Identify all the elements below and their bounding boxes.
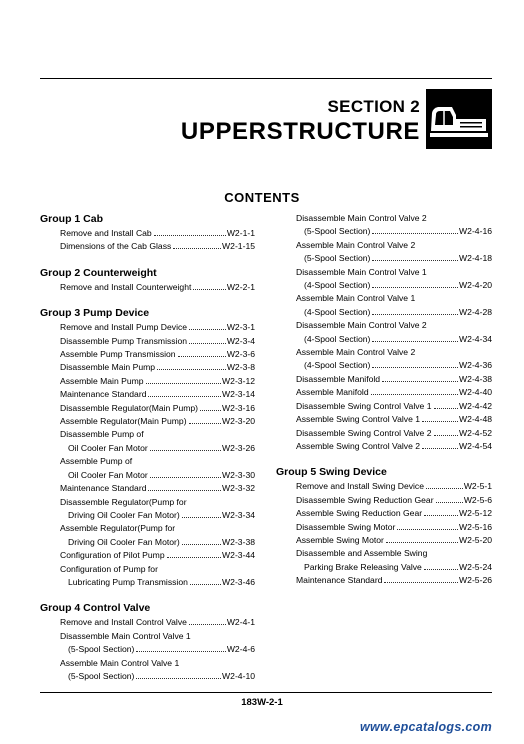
dot-leader [434, 435, 459, 436]
toc-entry-page: W2-4-16 [459, 226, 492, 237]
dot-leader [382, 381, 458, 382]
dot-leader [384, 582, 458, 583]
dot-leader [436, 502, 463, 503]
toc-entry-first-line: Assemble Main Control Valve 2 [296, 347, 416, 358]
toc-entry-title: Maintenance Standard [296, 575, 383, 586]
dot-leader [136, 678, 221, 679]
toc-entry-title: (4-Spool Section) [304, 280, 371, 291]
toc-entry-page: W2-4-48 [459, 414, 492, 425]
toc-entry-title: (4-Spool Section) [304, 360, 371, 371]
toc-entry[interactable] [40, 482, 255, 495]
toc-entry-title: (4-Spool Section) [304, 306, 371, 317]
page-number: 183W-2-1 [241, 697, 283, 708]
toc-entry-first-line: Assemble Main Control Valve 2 [296, 239, 416, 250]
toc-entry-title: Disassemble Swing Motor [296, 521, 396, 532]
toc-entry[interactable] [40, 348, 255, 361]
toc-entry[interactable] [40, 442, 255, 455]
toc-entry[interactable] [276, 440, 492, 453]
toc-entry-title: Remove and Install Swing Device [296, 481, 425, 492]
toc-entry-title: Disassemble Swing Control Valve 2 [296, 427, 432, 438]
dot-leader [372, 341, 458, 342]
group-title: Group 5 Swing Device [276, 466, 387, 479]
toc-entry-page: W2-4-10 [222, 670, 255, 681]
toc-entry[interactable] [40, 321, 255, 334]
toc-entry[interactable] [40, 509, 255, 522]
group-title: Group 4 Control Valve [40, 602, 151, 615]
toc-entry-title: Parking Brake Releasing Valve [304, 561, 422, 572]
group-spacer [40, 294, 255, 306]
dot-leader [426, 488, 463, 489]
dot-leader [148, 396, 221, 397]
toc-entry[interactable] [40, 240, 255, 253]
toc-entry[interactable] [276, 400, 492, 413]
toc-entry-title: Disassemble Swing Control Valve 1 [296, 400, 432, 411]
toc-entry[interactable] [40, 227, 255, 240]
toc-entry[interactable] [40, 361, 255, 374]
toc-entry-page: W2-4-42 [459, 400, 492, 411]
dot-leader [173, 248, 221, 249]
toc-entry-title: Assemble Swing Control Valve 1 [296, 414, 421, 425]
dot-leader [422, 448, 458, 449]
dot-leader [193, 289, 225, 290]
toc-entry-page: W2-4-40 [459, 387, 492, 398]
toc-entry[interactable] [276, 386, 492, 399]
section-number: SECTION 2 [327, 97, 420, 116]
toc-entry-first-line: Configuration of Pump for [60, 563, 158, 574]
toc-entry-first-line: Disassemble Main Control Valve 1 [60, 630, 191, 641]
toc-entry-page: W2-4-38 [459, 373, 492, 384]
toc-entry-title: Oil Cooler Fan Motor [68, 469, 148, 480]
toc-entry[interactable] [276, 252, 492, 265]
dot-leader [424, 515, 458, 516]
dot-leader [150, 450, 221, 451]
toc-column-right [276, 212, 492, 588]
toc-entry-page: W2-3-16 [222, 402, 255, 413]
toc-entry[interactable] [276, 480, 492, 493]
toc-entry[interactable] [40, 402, 255, 415]
toc-entry-title: Assemble Pump Transmission [60, 349, 176, 360]
toc-entry-title: Disassemble Manifold [296, 373, 381, 384]
dot-leader [189, 343, 226, 344]
toc-entry-page: W2-3-1 [226, 322, 255, 333]
group-title: Group 3 Pump Device [40, 307, 150, 320]
dot-leader [397, 529, 458, 530]
group-spacer [40, 589, 255, 601]
toc-entry[interactable] [276, 521, 492, 534]
toc-entry-first-line: Disassemble Main Control Valve 2 [296, 320, 427, 331]
toc-entry-page: W2-5-6 [463, 494, 492, 505]
toc-entry-page: W2-3-14 [222, 389, 255, 400]
dot-leader [167, 557, 221, 558]
toc-entry-page: W2-3-8 [226, 362, 255, 373]
toc-entry-page: W2-4-52 [459, 427, 492, 438]
dot-leader [372, 367, 458, 368]
toc-entry-page: W2-1-1 [226, 228, 255, 238]
toc-entry-title: (4-Spool Section) [304, 333, 371, 344]
toc-entry-title: Assemble Manifold [296, 387, 369, 398]
toc-entry-first-line: Disassemble and Assemble Swing [296, 548, 428, 559]
toc-entry-title: Disassemble Main Pump [60, 362, 156, 373]
toc-entry[interactable] [40, 415, 255, 428]
toc-entry[interactable] [40, 281, 255, 294]
dot-leader [424, 569, 458, 570]
toc-entry-page: W2-3-32 [222, 483, 255, 494]
toc-entry-title: Maintenance Standard [60, 483, 147, 494]
toc-entry-first-line: Disassemble Main Control Valve 1 [296, 266, 427, 277]
dot-leader [386, 542, 458, 543]
toc-entry[interactable] [40, 616, 255, 629]
dot-leader [371, 394, 458, 395]
dot-leader [190, 584, 221, 585]
toc-entry-page: W2-3-20 [222, 416, 255, 427]
toc-entry[interactable] [276, 574, 492, 587]
toc-entry[interactable] [276, 561, 492, 574]
toc-entry[interactable] [40, 549, 255, 562]
toc-entry[interactable] [276, 494, 492, 507]
toc-entry-title: Assemble Regulator(Main Pump) [60, 416, 187, 427]
group-spacer [276, 453, 492, 465]
toc-entry-page: W2-3-38 [222, 536, 255, 547]
dot-leader [182, 544, 221, 545]
toc-entry[interactable] [40, 536, 255, 549]
toc-entry-title: Configuration of Pilot Pump [60, 550, 165, 561]
toc-entry-title: Dimensions of the Cab Glass [60, 241, 172, 252]
toc-entry-first-line: Assemble Regulator(Pump for [60, 523, 176, 534]
group-title: Group 2 Counterweight [40, 266, 157, 279]
dot-leader [189, 329, 226, 330]
toc-entry-title: Assemble Main Pump [60, 375, 144, 386]
toc-entry-title: Assemble Swing Control Valve 2 [296, 440, 421, 451]
toc-entry-title: (5-Spool Section) [304, 253, 371, 264]
toc-entry-first-line: Disassemble Pump of [60, 429, 144, 440]
toc-entry-page: W2-3-30 [222, 469, 255, 480]
toc-entry-title: Driving Oil Cooler Fan Motor) [68, 509, 180, 520]
toc-entry-page: W2-4-20 [459, 280, 492, 291]
dot-leader [372, 260, 458, 261]
toc-entry[interactable] [40, 375, 255, 388]
dot-leader [154, 235, 226, 236]
toc-entry-title: (5-Spool Section) [304, 226, 371, 237]
toc-entry-title: Maintenance Standard [60, 389, 147, 400]
dot-leader [434, 408, 459, 409]
contents-heading: CONTENTS [224, 190, 300, 205]
toc-entry[interactable] [276, 534, 492, 547]
watermark-link[interactable]: www.epcatalogs.com [359, 720, 492, 734]
dot-leader [422, 421, 458, 422]
toc-entry-title: Remove and Install Counterweight [60, 281, 192, 292]
toc-entry[interactable] [276, 507, 492, 520]
dot-leader [372, 314, 458, 315]
toc-entry-page: W2-3-46 [222, 576, 255, 587]
toc-entry-first-line: Assemble Main Control Valve 1 [296, 293, 416, 304]
group-title: Group 1 Cab [40, 213, 104, 225]
dot-leader [372, 233, 458, 234]
toc-entry[interactable] [40, 335, 255, 348]
toc-entry[interactable] [276, 279, 492, 292]
toc-entry-page: W2-3-6 [226, 349, 255, 360]
toc-entry[interactable] [40, 576, 255, 589]
top-rule [40, 78, 492, 79]
dot-leader [372, 287, 458, 288]
toc-entry-page: W2-5-26 [459, 575, 492, 586]
toc-entry-page: W2-4-6 [226, 644, 255, 655]
dot-leader [189, 624, 226, 625]
toc-entry-title: Disassemble Swing Reduction Gear [296, 494, 434, 505]
toc-entry-page: W2-3-12 [222, 375, 255, 386]
toc-entry-title: Remove and Install Cab [60, 228, 152, 238]
toc-entry-title: Remove and Install Control Valve [60, 617, 187, 628]
toc-entry-first-line: Assemble Pump of [60, 456, 133, 467]
toc-entry-page: W2-3-34 [222, 509, 255, 520]
toc-entry-first-line: Assemble Main Control Valve 1 [60, 657, 180, 668]
toc-entry[interactable] [276, 373, 492, 386]
toc-entry-title: Disassemble Pump Transmission [60, 335, 188, 346]
dot-leader [157, 369, 226, 370]
toc-entry-page: W2-3-26 [222, 442, 255, 453]
dot-leader [182, 517, 221, 518]
toc-entry[interactable] [40, 469, 255, 482]
excavator-cab-icon [426, 89, 492, 149]
dot-leader [150, 477, 221, 478]
toc-entry-first-line: Disassemble Regulator(Pump for [60, 496, 187, 507]
toc-entry[interactable] [40, 643, 255, 656]
toc-entry-page: W2-4-36 [459, 360, 492, 371]
toc-entry-page: W2-2-1 [226, 281, 255, 292]
toc-entry-title: Assemble Swing Motor [296, 534, 384, 545]
toc-entry-page: W2-5-16 [459, 521, 492, 532]
toc-entry[interactable] [276, 413, 492, 426]
toc-entry[interactable] [40, 388, 255, 401]
toc-entry-page: W2-5-12 [459, 508, 492, 519]
toc-entry-page: W2-4-18 [459, 253, 492, 264]
toc-entry[interactable] [276, 306, 492, 319]
toc-entry-page: W2-5-20 [459, 534, 492, 545]
dot-leader [200, 410, 221, 411]
toc-entry-title: (5-Spool Section) [68, 670, 135, 681]
toc-entry-page: W2-4-34 [459, 333, 492, 344]
toc-entry-title: (5-Spool Section) [68, 644, 135, 655]
toc-entry[interactable] [276, 359, 492, 372]
toc-entry-page: W2-4-54 [459, 440, 492, 451]
toc-entry-page: W2-5-1 [463, 481, 492, 492]
toc-entry[interactable] [276, 225, 492, 238]
toc-entry-page: W2-3-4 [226, 335, 255, 346]
toc-entry-first-line: Disassemble Main Control Valve 2 [296, 213, 427, 223]
toc-column-left [40, 212, 255, 683]
toc-entry-title: Assemble Swing Reduction Gear [296, 508, 423, 519]
dot-leader [148, 490, 221, 491]
dot-leader [146, 383, 221, 384]
toc-entry-page: W2-3-44 [222, 550, 255, 561]
toc-entry[interactable] [276, 333, 492, 346]
toc-entry-page: W2-1-15 [222, 241, 255, 252]
group-spacer [40, 254, 255, 266]
toc-entry-title: Oil Cooler Fan Motor [68, 442, 148, 453]
dot-leader [178, 356, 226, 357]
toc-entry[interactable] [276, 427, 492, 440]
toc-entry-page: W2-4-1 [226, 617, 255, 628]
dot-leader [189, 423, 221, 424]
toc-entry-title: Remove and Install Pump Device [60, 322, 188, 333]
toc-entry-page: W2-4-28 [459, 306, 492, 317]
section-title: UPPERSTRUCTURE [180, 118, 420, 145]
dot-leader [136, 651, 225, 652]
toc-entry[interactable] [40, 670, 255, 683]
toc-entry-page: W2-5-24 [459, 561, 492, 572]
toc-entry-title: Disassemble Regulator(Main Pump) [60, 402, 199, 413]
bottom-rule [40, 692, 492, 693]
toc-entry-title: Lubricating Pump Transmission [68, 576, 188, 587]
toc-entry-title: Driving Oil Cooler Fan Motor) [68, 536, 180, 547]
